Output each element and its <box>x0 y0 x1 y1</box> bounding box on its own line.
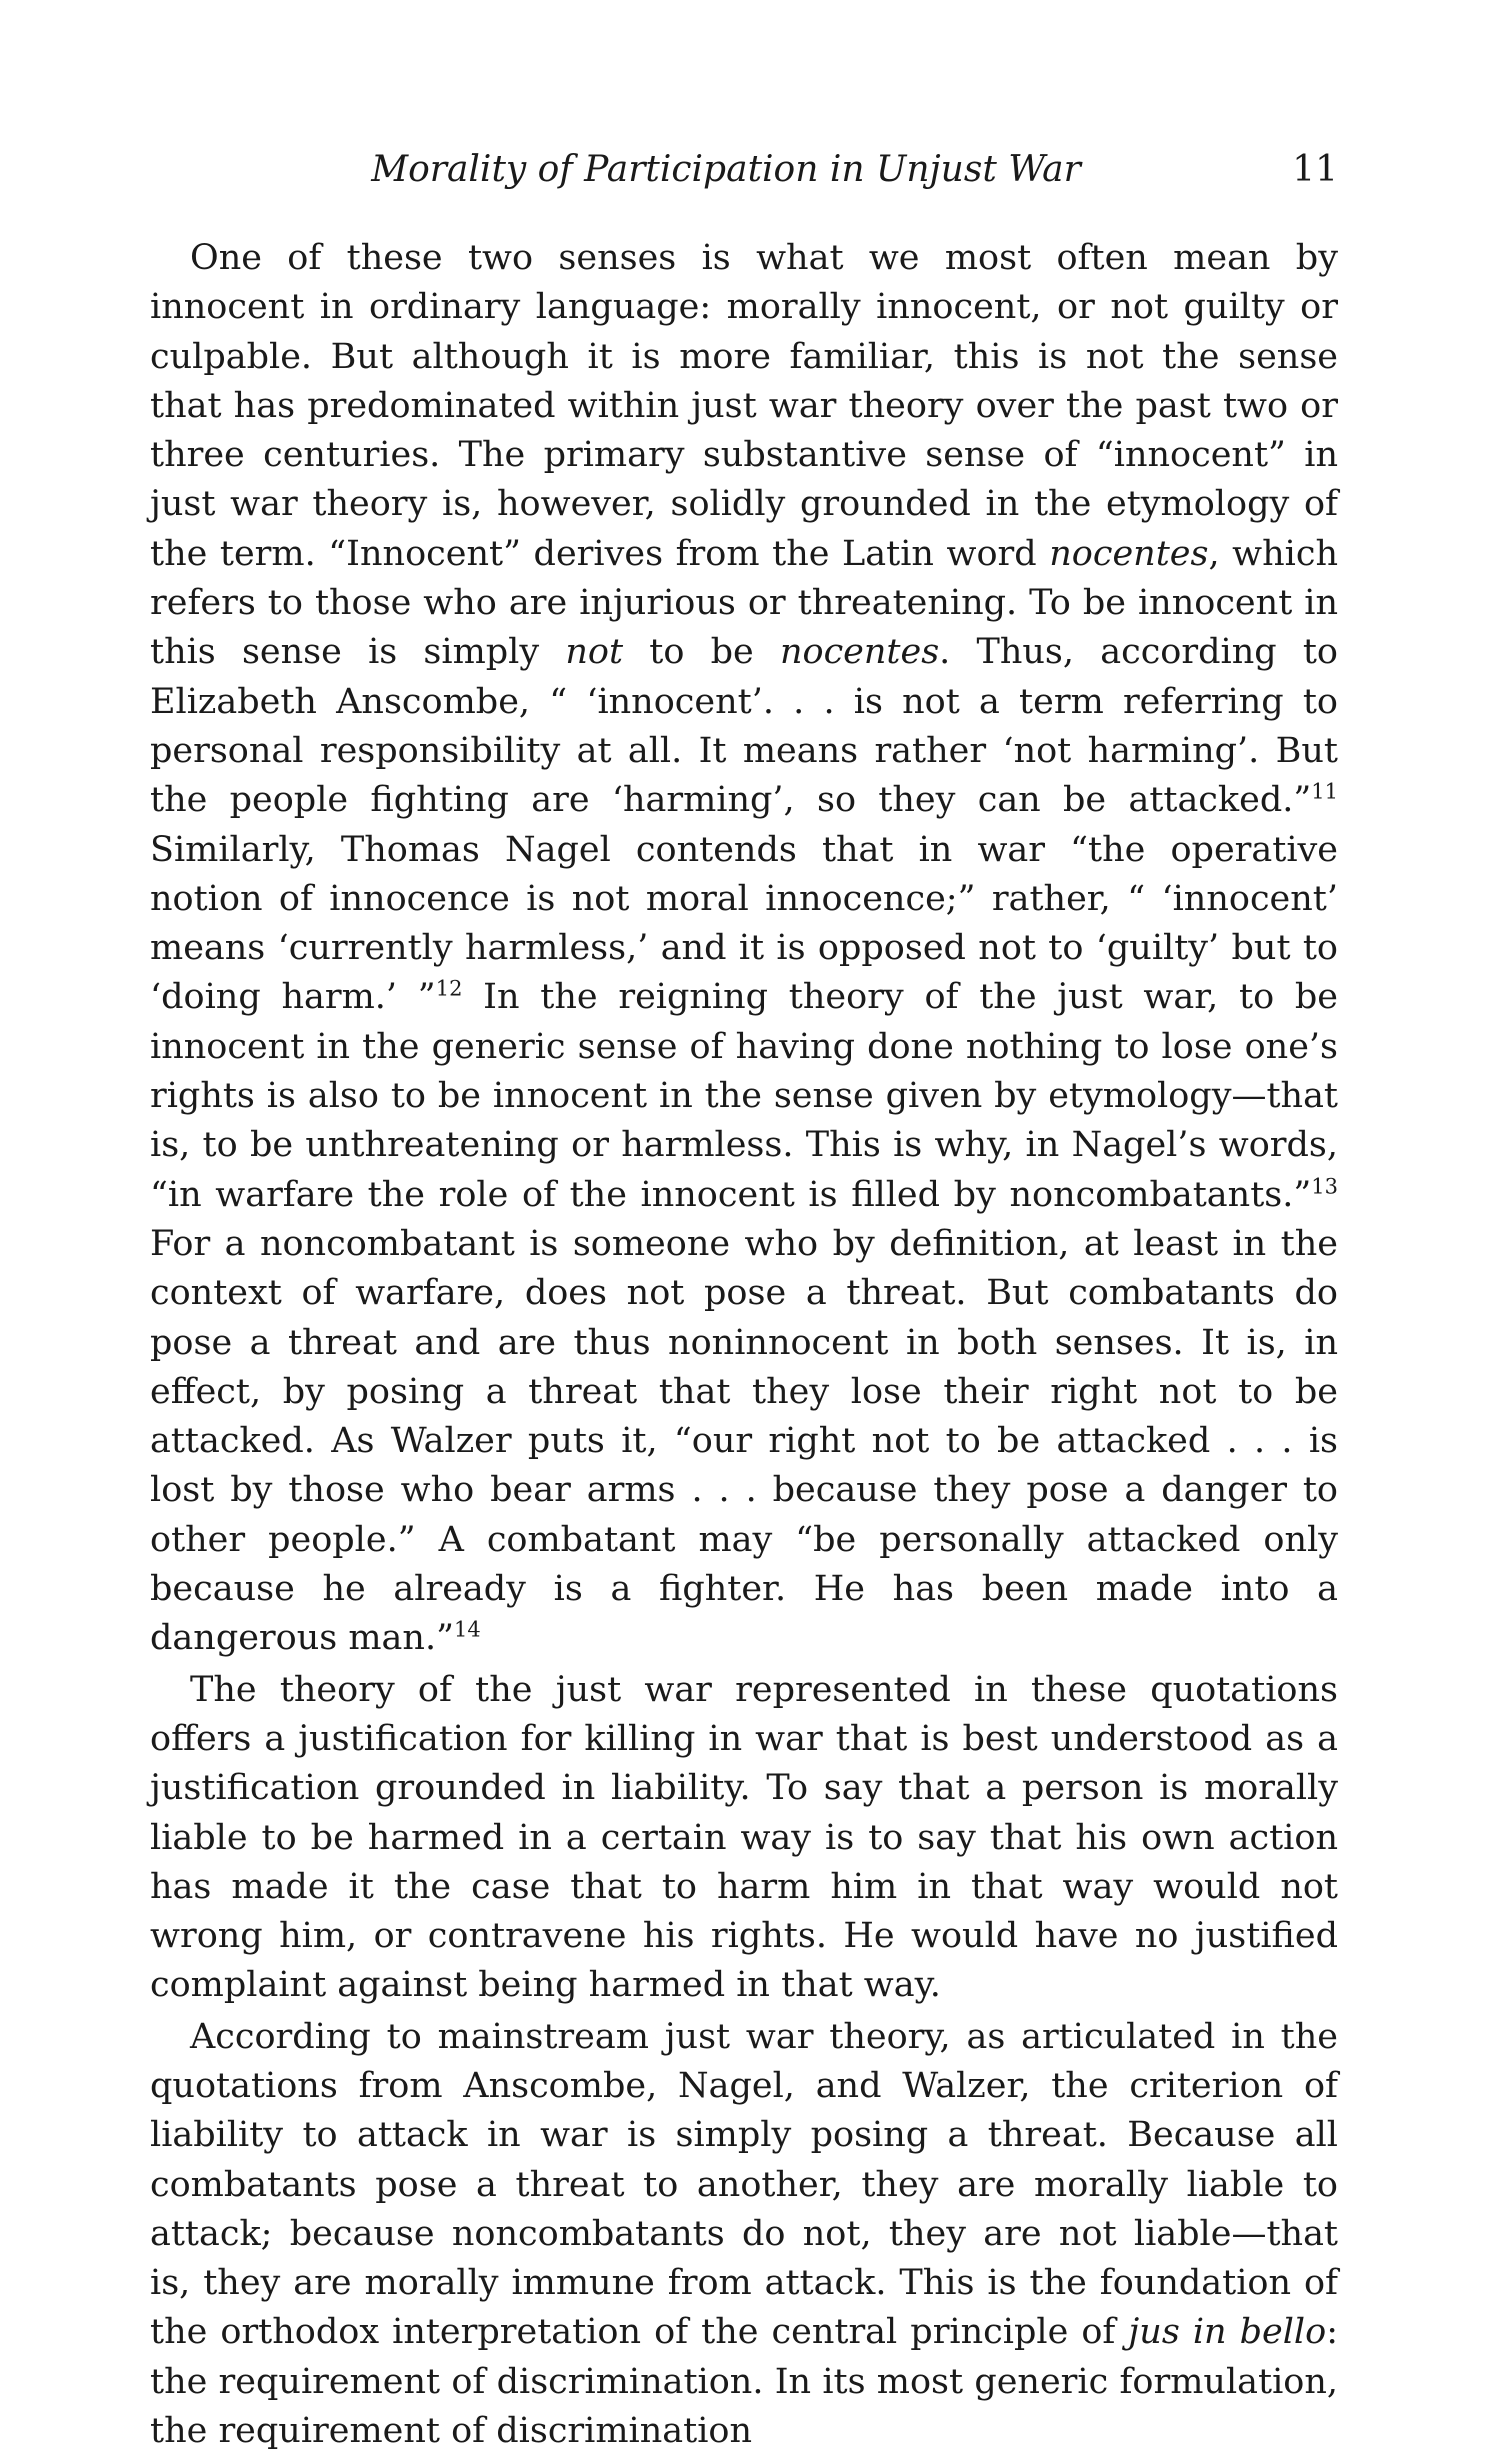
italic-term: jus in bello <box>1128 2312 1327 2353</box>
italic-term: nocentes <box>779 632 940 673</box>
paragraph-1 <box>150 234 1338 1664</box>
footnote-reference: 11 <box>1311 779 1338 804</box>
italic-term: nocentes <box>1049 533 1209 574</box>
text-run: In the reigning theory of the just war, to be innocent in the generic sense of having done nothing to lose one’s rights is also to be innocent in the sense given by etymology—that is, to be unthreatening or harmless. This is why, in Nagel’s words, “in warfare the role of the innocent is filled by noncombatants.” <box>150 977 1338 1215</box>
book-page <box>150 140 1338 2456</box>
text-run: According to mainstream just war theory, as articulated in the quotations from Anscombe, Nagel, and Walzer, the criterion of liability to attack in war is simply posing a threat. Because all combatants pose a threat to another, they are morally liable to attack; because noncombatants do not, they are not liable—that is, they are morally immune from attack. This is the foundation of the orthodox interpretation of the central principle of <box>150 2016 1338 2353</box>
text-run: The theory of the just war represented in these quotations offers a justification for killing in war that is best understood as a justification grounded in liability. To say that a person is morally liable to be harmed in a certain way is to say that his own action has made it the case that to harm him in that way would not wrong him, or contravene his rights. He would have no justified complaint against being harmed in that way. <box>150 1669 1338 2006</box>
italic-term: not <box>565 632 624 673</box>
text-run: For a noncombatant is someone who by definition, at least in the context of warfare, does not pose a threat. But combatants do pose a threat and are thus noninnocent in both senses. It is, in effect, by posing a threat that they lose their right not to be attacked. As Walzer puts it, “our right not to be attacked . . . is lost by those who bear arms . . . because they pose a danger to other people.” A combatant may “be personally attacked only because he already is a fighter. He has been made into a dangerous man.” <box>150 1223 1338 1659</box>
text-run: Similarly, Thomas Nagel contends that in war “the operative notion of innocence is not moral innocence;” rather, “ ‘innocent’ means ‘currently harmless,’ and it is opposed not to ‘guilty’ but to ‘doing harm.’ ” <box>150 829 1338 1018</box>
footnote-reference: 13 <box>1311 1174 1338 1199</box>
body-text <box>150 234 1338 2456</box>
text-run: One of these two senses is what we most often mean by innocent in ordinary language: morally innocent, or not guilty or culpable. But although it is more familiar, this is not the sense that has predominated within just war theory over the past two or three centuries. The primary substantive sense of “innocent” in just war theory is, however, solidly grounded in the etymology of the term. “Innocent” derives from the Latin word <box>150 238 1338 574</box>
text-run: to be <box>623 632 780 673</box>
text-run: , which refers to those who are injurious or threatening. To be innocent in this sense is simply <box>150 533 1338 673</box>
page-number: 11 <box>1292 149 1338 190</box>
paragraph-3 <box>150 2013 1338 2456</box>
running-title: Morality of Participation in Unjust War <box>371 149 1081 190</box>
text-run: : the requirement of discrimination. In its most generic formulation, the requirement of discrimination <box>150 2312 1338 2452</box>
footnote-reference: 12 <box>435 976 463 1001</box>
running-head <box>150 140 1338 200</box>
paragraph-2 <box>150 1666 1338 2011</box>
text-run: . Thus, according to Elizabeth Anscombe, “ ‘innocent’. . . is not a term referring to personal responsibility at all. It means rather ‘not harming’. But the people fighting are ‘harming’, so they can be attacked.” <box>150 632 1338 821</box>
footnote-reference: 14 <box>453 1617 481 1642</box>
